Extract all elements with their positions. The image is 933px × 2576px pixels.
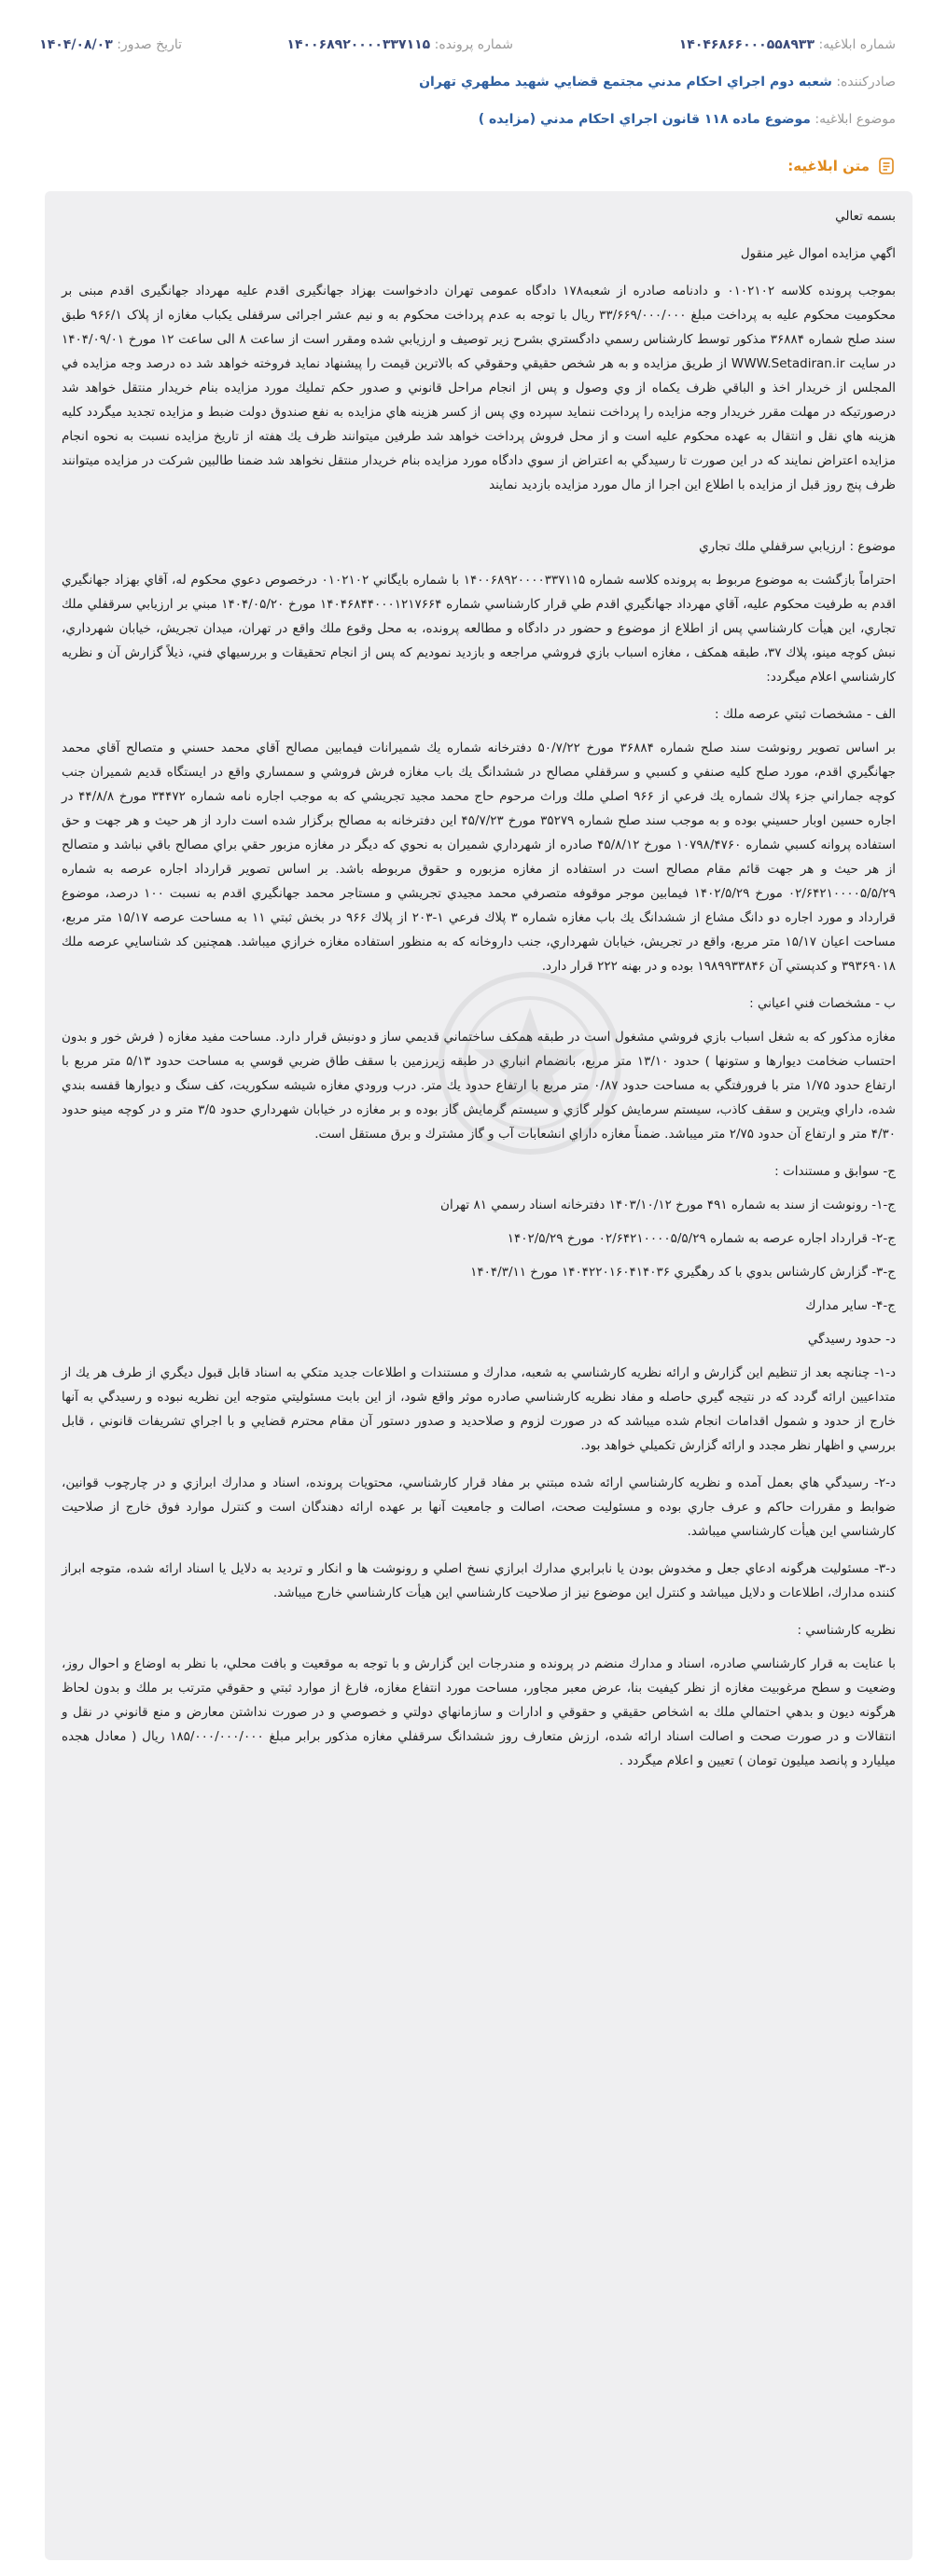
issue-date: ۱۴۰۴/۰۸/۰۳ xyxy=(39,37,113,52)
subject: موضوع ماده ۱۱۸ قانون اجراي احكام مدني (مزايده ) xyxy=(478,112,811,127)
ad-title: اگهي مزايده اموال غير منقول xyxy=(740,246,896,261)
issue-date-label: تاریخ صدور: xyxy=(117,37,182,52)
scope-item: د-۳- مسئوليت هرگونه ادعاي جعل و مخدوش بودن يا نابرابري مدارك ابرازي نسخ اصلي و رونوشت ها و انكار و ترديد به دلايل يا اسناد ارائه شده، متوجه ابراز كننده مدارك، اطلاعات و دلايل ميباشد و كنترل اين موضوع نيز از صلاحيت كارشناسي اين هيأت كارشناسي خارج ميباشد. xyxy=(62,1561,896,1600)
subject-label: موضوع ابلاغیه: xyxy=(815,112,896,127)
notice-number-label: شماره ابلاغیه: xyxy=(818,37,896,52)
issuer-label: صادرکننده: xyxy=(836,75,896,90)
issuer-row xyxy=(419,75,896,90)
section-b-title: ب - مشخصات فني اعياني : xyxy=(749,996,896,1011)
report-intro: احتراماً بازگشت به موضوع مربوط به پرونده كلاسه شماره ۱۴۰۰۶۸۹۲۰۰۰۰۳۳۷۱۱۵ با شماره بايگاني ۰۱۰۲۱۰۲ درخصوص دعوي محكوم له، آقاي بهزاد جهانگيري اقدم به طرفيت محكوم عليه، آقاي مهرداد جهانگيري اقدم طي قرار كارشناسي شماره ۱۴۰۴۶۸۴۴۰۰۰۱۲۱۷۶۶۴ مورخ ۱۴۰۴/۰۵/۲۰ مبني بر ارزيابي سرقفلي ملك تجاري، اين هيأت كارشناسي پس از اطلاع از موضوع و حضور در دادگاه و مطالعه پرونده، به محل وقوع ملك واقع در تهران، ميدان تجريش، خيابان شهرداري، نبش كوچه مينو، پلاك ۳۷، طبقه همكف ، مغازه اسباب بازي فروشي مراجعه و بازديد نموديم كه پس از انجام تحقيقات و بررسيهاي فني، ذيلاً گزارش آن و نظريه كارشناسي اعلام ميگردد: xyxy=(62,573,897,685)
scope-item: د-۱- چنانچه بعد از تنظيم اين گزارش و ارائه نظريه كارشناسي به شعبه، مدارك و مستندات و اطلاعات جديد متكي به اسناد قابل قبول ديگري از طرف هر يك از متداعيين ارائه گردد كه در نتيجه گيري حاصله و مفاد نظريه كارشناسي صادره موثر واقع شود، از اين بابت مسئوليتي متوجه اين نظريه نبوده و رسيدگي به آنها خارج از حدود و شمول اقدامات انجام شده ميباشد كه در صورت لزوم و صلاحديد و صدور دستور آن مقام محترم قضايي و با اجراي تشريفات قانوني ، قابل بررسي و اظهار نظر مجدد و ارائه گزارش تكميلي خواهد بود. xyxy=(62,1365,896,1453)
scope-item: د-۲- رسيدگي هاي بعمل آمده و نظريه كارشناسي ارائه شده مبتني بر مفاد قرار كارشناسي، محتويات پرونده، اسناد و مدارك ابرازي و در چارچوب قوانين، ضوابط و مقررات حاكم و عرف جاري بوده و مسئوليت صحت، اصالت و جامعيت آنها بر عهده ارائه دهندگان است و كنترل موارد فوق خارج از صلاحيت كارشناسي اين هيأت كارشناسي ميباشد. xyxy=(62,1475,896,1539)
opinion-title: نظريه كارشناسي : xyxy=(797,1623,896,1638)
notice-text-title xyxy=(787,157,896,175)
section-a-text: بر اساس تصوير رونوشت سند صلح شماره ۳۶۸۸۴ مورخ ۵۰/۷/۲۲ دفترخانه شماره يك شميرانات فيمابين مصالح آقاي محمد حسني و متصالح آقاي محمد جهانگيري اقدم، مورد صلح كليه صنفي و كسبي و سرقفلي مصالح در ششدانگ يك باب مغازه فرش فروشي و سمساري واقع در ايستگاه قديم شميران جنب كوچه جماراني جزء پلاك شماره يك فرعي از ۹۶۶ اصلي ملك وراث مرحوم حاج محمد مجيد تجريشي كه به موجب اجاره نامه شماره ۳۴۴۷۲ مورخ ۴۴/۸/۸ در اجاره حسين اوبار حسيني بوده و به موجب سند صلح شماره ۳۵۲۷۹ مورخ ۴۵/۷/۲۳ اين دفترخانه به مصالح برگزار شده است دارد از هر حيث و هر جهت و حق استفاده پروانه كسبي شماره ۱۰۷۹۸/۴۷۶۰ مورخ ۴۵/۸/۱۲ صادره از شهرداري شميران به نحوي كه ديگر در مغازه مزبور حقي براي مصالح باقي نباشد و متصالح از هر حيث و هر جهت قائم مقام مصالح است در استفاده از مغازه مزبوره و حقوق مربوطه باشد. بر اساس تصوير قرارداد اجاره عرصه به شماره ۰۲/۶۴۲۱۰۰۰۰۵/۵/۲۹ مورخ ۱۴۰۲/۵/۲۹ فيمابين موجر موقوفه متصرفي محمد مجيدي تجريشي و مستاجر محمد جهانگيري اقدم به نسبت ۱۰۰ درصد، موضوع قرارداد و مورد اجاره دو دانگ مشاع از ششدانگ يك باب مغازه شماره ۳ پلاك فرعي ۱-۲۰۳ از پلاك ۹۶۶ در بخش ثبتي ۱۱ به مساحت عرصه ۱۵/۱۷ متر مربع، مساحت اعيان ۱۵/۱۷ متر مربع، واقع در تجريش، خيابان شهرداري، جنب داروخانه كه به منظور استفاده مغازه خرازي ميباشد. همچنين كد شناسايي عرصه ملك ۳۹۳۶۹۰۱۸ و كدپستي آن ۱۹۸۹۹۳۳۸۴۶ بوده و در بهنه ۲۲۲ قرار دارد. xyxy=(62,741,897,974)
report-subject: موضوع : ارزيابي سرقفلي ملك تجاري xyxy=(699,539,896,554)
notice-number-row xyxy=(679,37,896,52)
document-text-icon xyxy=(877,157,896,175)
auction-intro: بموجب پرونده كلاسه ۰۱۰۲۱۰۲ و دادنامه صادره از شعبه۱۷۸ دادگاه عمومی تهران دادخواست بهزاد جهانگیری اقدم علیه مهرداد جهانگیری اقدم مبنی بر محکومیت محکوم علیه به پرداخت مبلغ ۳۳/۶۶۹/۰۰۰/۰۰۰ ریال با توجه به عدم پرداخت محکوم به و نیم عشر اجرائی سرقفلی یکباب مغازه از پلاک ۹۶۶/۱ طبق سند صلح شماره ۳۶۸۸۴ مذکور توسط كارشناس رسمي دادگستري بشرح زير توصيف و ارزيابي شده ومقرر است از ساعت ۸ الی ساعت ۱۲ مورخ ۱۴۰۴/۰۹/۰۱ در سایت WWW.Setadiran.ir از طریق مزایده و به هر شخص حقيقي وحقوقي كه بالاترين قيمت را پيشنهاد نمايد فروخته خواهد شد ده درصد وجه مزايده في المجلس از خريدار اخذ و الباقي ظرف يكماه از وي وصول و پس از انجام مراحل قانوني و صدور حكم تمليك مورد مزايده بنام خريدار منتقل خواهد شد درصورتيكه در مهلت مقرر خريدار وجه مزايده را پرداخت ننمايد سپرده وي پس از كسر هزينه هاي مزايده به نفع صندوق دولت ضبط و مزايده تجديد ميگردد كليه هزينه هاي نقل و انتقال به عهده محكوم عليه است و از محل فروش پرداخت خواهد شد طرفين ميتوانند ظرف يك هفته از تاريخ مزايده نسبت به نحوه انجام مزايده اعتراض نمايند كه در اين صورت تا رسيدگي به اعتراض از سوي دادگاه مورد مزايده بنام خريدار منتقل نخواهد شد ضمنا طالبين شركت در مزايده ميتوانند ظرف پنج روز قبل از مزايده با اطلاع اين اجرا از مال مورد مزايده بازديد نمايند xyxy=(62,284,896,492)
doc-item: ج-۱- رونوشت از سند به شماره ۴۹۱ مورخ ۱۴۰۳/۱۰/۱۲ دفترخانه اسناد رسمي ۸۱ تهران xyxy=(440,1198,896,1212)
notice-number: ۱۴۰۴۶۸۶۶۰۰۰۵۵۸۹۳۳ xyxy=(678,37,815,52)
opinion-text: با عنايت به قرار كارشناسي صادره، اسناد و مدارك منضم در پرونده و مندرجات اين گزارش و با توجه به موقعيت و بافت محلي، با نظر به اوضاع و احوال روز، وضعيت و سطح مرغوبيت مغازه از نظر كيفيت بنا، عرض معبر مجاور، مساحت مورد انتفاع مغازه، فارغ از موارد ثبتي و حقوقي مترتب بر ملك و بدون لحاظ هرگونه ديون و بدهي احتمالي ملك به اشخاص حقيقي و حقوقي و ادارات و سازمانهاي دولتي و خصوصي و در صورت نداشتن معارض و منع قانوني در نقل و انتقالات و در صورت صحت و اصالت اسناد ارائه شده، ارزش متعارف روز ششدانگ سرقفلي مغازه مذكور برابر مبلغ ۱۸۵/۰۰۰/۰۰۰/۰۰۰ ريال ( معادل هجده ميليارد و پانصد ميليون تومان ) تعيين و اعلام ميگردد . xyxy=(62,1656,896,1768)
case-number-label: شماره پرونده: xyxy=(434,37,513,52)
issue-date-row xyxy=(39,37,182,52)
case-number: ۱۴۰۰۶۸۹۲۰۰۰۰۳۳۷۱۱۵ xyxy=(286,37,431,52)
doc-item: ج-۴- ساير مدارك xyxy=(805,1298,896,1313)
issuer: شعبه دوم اجراي احكام مدني مجتمع قضايي شهيد مطهري تهران xyxy=(419,75,832,90)
doc-item: ج-۲- قرارداد اجاره عرصه به شماره ۰۲/۶۴۲۱۰۰۰۰۵/۵/۲۹ مورخ ۱۴۰۲/۵/۲۹ xyxy=(507,1231,896,1246)
section-title: متن ابلاغیه: xyxy=(787,158,870,174)
greeting: بسمه تعالي xyxy=(835,209,896,224)
notice-header xyxy=(0,0,933,187)
section-b-text: مغازه مذكور كه به شغل اسباب بازي فروشي مشغول است در طبقه همكف ساختماني قديمي ساز و دونبش قرار دارد. مساحت مفيد مغازه ( فرش خور و بدون احتساب ضخامت ديوارها و ستونها ) حدود ۱۳/۱۰ متر مربع، بانضمام انباري در طبقه زيرزمين با سقف طاق ضربي قوسي به مساحت حدود ۵/۱۳ متر مربع با ارتفاع حدود ۱/۷۵ متر با فرورفتگي به مساحت حدود ۰/۸۷ متر مربع با ارتفاع حدود يك متر. درب ورودي مغازه شيشه سكوريت، كف سنگ و ديوارها قفسه بندي شده، داراي ويترين و سقف كاذب، سيستم سرمايش كولر گازي و سيستم گرمايش گاز بوده و بر مغازه در خيابان شهرداري حدود ۳/۵ متر و در كوچه مينو حدود ۴/۳۰ متر و ارتفاع آن حدود ۲/۷۵ متر ميباشد. ضمناً مغازه داراي انشعابات آب و گاز مشترك و برق مستقل است. xyxy=(62,1030,896,1142)
subject-row xyxy=(479,112,896,127)
doc-item: ج-۳- گزارش كارشناس بدوي با كد رهگيري ۱۴۰۴۲۲۰۱۶۰۴۱۴۰۳۶ مورخ ۱۴۰۴/۳/۱۱ xyxy=(470,1265,896,1280)
notice-body xyxy=(45,191,912,2560)
section-c-title: ج- سوابق و مستندات : xyxy=(774,1164,896,1179)
case-number-row xyxy=(286,37,513,52)
section-a-title: الف - مشخصات ثبتي عرصه ملك : xyxy=(715,707,896,722)
section-d-title: د- حدود رسيدگي xyxy=(807,1332,896,1347)
